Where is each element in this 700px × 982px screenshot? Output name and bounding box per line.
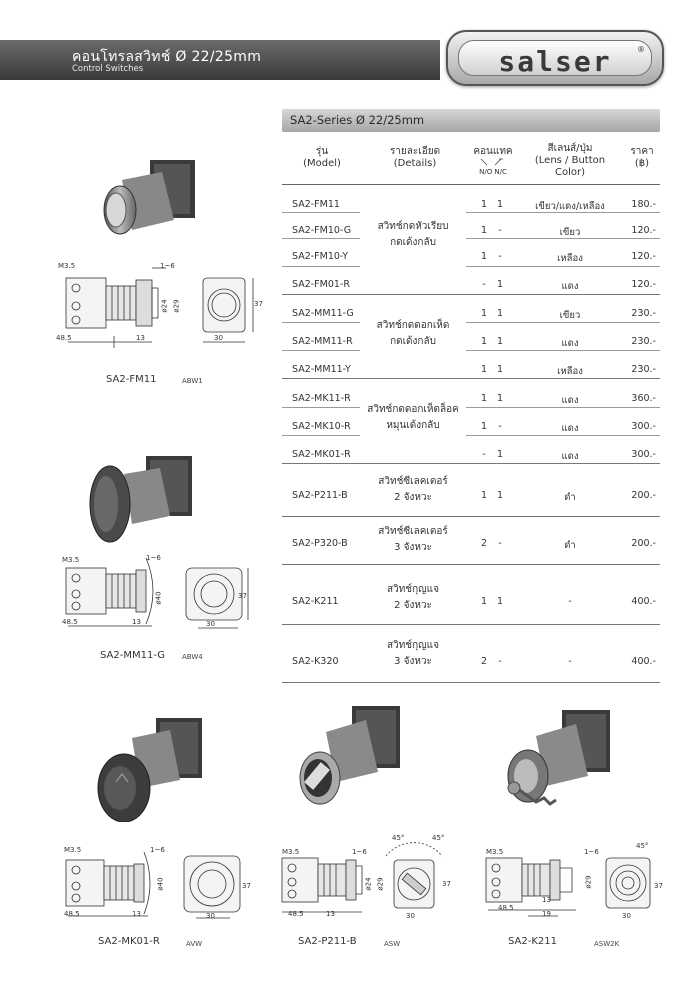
row-color: แดง <box>561 451 579 462</box>
fm11-dim-travel: 1~6 <box>160 262 175 270</box>
row-model: SA2-P211-B <box>292 490 348 501</box>
row-contact-nc: 1 <box>496 490 504 501</box>
brand-logo-text: salser <box>498 45 612 78</box>
k211-dim-angle1: 45° <box>636 842 649 850</box>
mk01-dim-mid: 13 <box>132 910 141 918</box>
row-model: SA2-K320 <box>292 656 339 667</box>
k211-dim-travel: 1~6 <box>584 848 599 856</box>
th-color-en2: Color) <box>554 167 585 178</box>
detail-group-6 <box>358 582 468 614</box>
detail-group-2 <box>358 318 468 350</box>
p211-dim-screw: M3.5 <box>282 848 300 856</box>
row-price: 400.- <box>631 596 656 607</box>
detail-group-4 <box>358 474 468 506</box>
th-color-en1: (Lens / Button <box>534 155 606 166</box>
fm11-code: ABW1 <box>182 377 203 385</box>
row-separator <box>282 212 360 213</box>
p211-dim-angle2: 45° <box>432 834 445 842</box>
row-contact-nc: - <box>498 251 502 262</box>
k211-dim-len: 48.5 <box>498 904 514 912</box>
p211-dim-dia1: ø24 <box>364 877 373 891</box>
brand-logo-inner <box>458 40 652 76</box>
row-model: SA2-FM10-G <box>292 225 352 236</box>
row-separator <box>282 463 660 464</box>
mm11-dim-h: 37 <box>238 592 247 600</box>
row-contact-nc: 1 <box>496 336 504 347</box>
row-separator <box>466 350 660 351</box>
p211-dim-h: 37 <box>442 880 451 888</box>
row-model: SA2-MM11-R <box>292 336 353 347</box>
detail-line: 2 จังหวะ <box>394 492 432 503</box>
row-color: เขียว <box>559 227 581 238</box>
row-price: 400.- <box>631 656 656 667</box>
row-model: SA2-MK11-R <box>292 393 351 404</box>
row-separator <box>282 516 660 517</box>
contact-symbol-icon <box>478 158 508 166</box>
row-separator <box>282 322 360 323</box>
row-model: SA2-MK10-R <box>292 421 351 432</box>
row-model: SA2-P320-B <box>292 538 348 549</box>
detail-line: กดเด้งกลับ <box>390 237 436 248</box>
row-contact-no: 1 <box>480 490 488 501</box>
row-contact-no: 1 <box>480 251 488 262</box>
mk01-photo <box>92 712 222 822</box>
fm11-dim-w: 30 <box>214 334 223 342</box>
mm11-drawing <box>48 554 288 634</box>
mk01-caption: SA2-MK01-R <box>98 936 160 947</box>
mk01-dim-h: 37 <box>242 882 251 890</box>
row-color: เขียว/แดง/เหลือง <box>535 201 605 212</box>
p211-dim-w: 30 <box>406 912 415 920</box>
th-details-th: รายละเอียด <box>389 146 441 157</box>
mm11-dim-screw: M3.5 <box>62 556 80 564</box>
row-contact-nc: 1 <box>496 279 504 290</box>
detail-line: หมุนเด้งกลับ <box>386 420 440 431</box>
row-price: 230.- <box>631 308 656 319</box>
row-separator <box>282 624 660 625</box>
mk01-code: AVW <box>186 940 203 948</box>
row-price: 230.- <box>631 336 656 347</box>
row-separator <box>282 407 360 408</box>
row-separator <box>282 682 660 683</box>
mk01-dim-travel: 1~6 <box>150 846 165 854</box>
th-price-en: (฿) <box>634 158 650 169</box>
row-color: แดง <box>561 423 579 434</box>
detail-line: 2 จังหวะ <box>394 600 432 611</box>
row-contact-no: 2 <box>480 538 488 549</box>
th-details-en: (Details) <box>393 158 437 169</box>
row-separator <box>466 238 660 239</box>
detail-line: สวิทช์ซีเลคเตอร์ <box>378 526 448 537</box>
row-price: 120.- <box>631 225 656 236</box>
p211-code: ASW <box>384 940 401 948</box>
brand-logo <box>446 30 664 86</box>
row-contact-no: 1 <box>480 364 488 375</box>
row-price: 300.- <box>631 421 656 432</box>
detail-line: สวิทช์กดดอกเห็ด <box>376 320 450 331</box>
row-price: 180.- <box>631 199 656 210</box>
row-separator <box>282 378 660 379</box>
mm11-dim-len: 48.5 <box>62 618 78 626</box>
row-price: 120.- <box>631 251 656 262</box>
row-separator <box>466 322 660 323</box>
row-contact-nc: - <box>498 225 502 236</box>
row-color: เขียว <box>559 310 581 321</box>
row-separator <box>282 435 360 436</box>
row-separator <box>466 407 660 408</box>
fm11-caption: SA2-FM11 <box>106 374 157 385</box>
detail-line: สวิทช์ซีเลคเตอร์ <box>378 476 448 487</box>
row-contact-nc: 1 <box>496 364 504 375</box>
detail-line: สวิทช์กดดอกเห็ดล็อค <box>367 404 459 415</box>
row-separator <box>466 212 660 213</box>
mk01-dim-len: 48.5 <box>64 910 80 918</box>
row-contact-no: 1 <box>480 596 488 607</box>
fm11-dim-len: 48.5 <box>56 334 72 342</box>
p211-dim-travel: 1~6 <box>352 848 367 856</box>
fm11-dim-dia2: ø29 <box>172 299 181 313</box>
row-contact-nc: 1 <box>496 308 504 319</box>
row-separator <box>282 266 360 267</box>
header-divider <box>282 184 660 185</box>
mk01-dim-screw: M3.5 <box>64 846 82 854</box>
th-color <box>525 143 615 179</box>
row-color: - <box>568 656 572 667</box>
p211-dim-dia2: ø29 <box>376 877 385 891</box>
row-separator <box>466 266 660 267</box>
row-contact-no: 1 <box>480 393 488 404</box>
row-contact-no: - <box>482 449 486 460</box>
fm11-dim-h: 37 <box>254 300 263 308</box>
th-contact-sub: N/O N/C <box>479 168 507 176</box>
row-contact-nc: - <box>498 421 502 432</box>
row-color: เหลือง <box>557 253 583 264</box>
row-model: SA2-FM11 <box>292 199 340 210</box>
detail-group-3 <box>358 402 468 434</box>
k211-dim-dia1: ø29 <box>584 875 593 889</box>
row-price: 230.- <box>631 364 656 375</box>
row-separator <box>282 294 660 295</box>
row-contact-no: 1 <box>480 336 488 347</box>
detail-line: 3 จังหวะ <box>394 542 432 553</box>
row-separator <box>282 564 660 565</box>
row-contact-no: 2 <box>480 656 488 667</box>
row-contact-nc: 1 <box>496 596 504 607</box>
row-color: แดง <box>561 281 579 292</box>
fm11-dim-screw: M3.5 <box>58 262 76 270</box>
row-model: SA2-MM11-Y <box>292 364 351 375</box>
k211-dim-mid: 13 <box>542 896 551 904</box>
row-model: SA2-K211 <box>292 596 339 607</box>
registered-mark: ® <box>637 45 645 54</box>
row-price: 200.- <box>631 490 656 501</box>
k211-dim-h: 37 <box>654 882 663 890</box>
row-price: 360.- <box>631 393 656 404</box>
k211-dim-w: 30 <box>622 912 631 920</box>
th-price-th: ราคา <box>630 146 654 157</box>
p211-dim-mid: 13 <box>326 910 335 918</box>
mm11-dim-dia1: ø40 <box>154 591 163 605</box>
series-title: SA2-Series Ø 22/25mm <box>290 113 425 127</box>
row-color: แดง <box>561 395 579 406</box>
series-bar <box>282 109 660 132</box>
fm11-photo <box>92 150 212 250</box>
row-model: SA2-MK01-R <box>292 449 351 460</box>
row-separator <box>282 350 360 351</box>
row-model: SA2-MM11-G <box>292 308 354 319</box>
row-price: 300.- <box>631 449 656 460</box>
detail-line: 3 จังหวะ <box>394 656 432 667</box>
mm11-dim-mid: 13 <box>132 618 141 626</box>
row-color: ดำ <box>564 540 576 551</box>
mm11-photo <box>86 450 216 550</box>
p211-dim-angle1: 45° <box>392 834 405 842</box>
th-price <box>622 146 662 170</box>
p211-photo <box>286 702 416 822</box>
th-model <box>292 146 352 170</box>
row-contact-no: 1 <box>480 421 488 432</box>
row-model: SA2-FM01-R <box>292 279 350 290</box>
row-price: 120.- <box>631 279 656 290</box>
th-color-th: สีเลนส์/ปุ่ม <box>547 143 593 154</box>
k211-dim-screw: M3.5 <box>486 848 504 856</box>
detail-group-7 <box>358 638 468 670</box>
p211-dim-len: 48.5 <box>288 910 304 918</box>
k211-dim-small: 19 <box>542 910 551 918</box>
detail-group-1 <box>358 219 468 251</box>
th-model-th: รุ่น <box>315 146 329 157</box>
detail-group-5 <box>358 524 468 556</box>
detail-line: สวิทช์กดหัวเรียบ <box>377 221 449 232</box>
page-subtitle: Control Switches <box>72 64 144 74</box>
k211-photo <box>494 706 624 826</box>
row-separator <box>466 435 660 436</box>
row-contact-nc: 1 <box>496 449 504 460</box>
detail-line: สวิทช์กุญแจ <box>387 640 439 651</box>
page-title: คอนโทรลสวิทช์ Ø 22/25mm <box>72 49 262 65</box>
mm11-code: ABW4 <box>182 653 203 661</box>
row-color: แดง <box>561 338 579 349</box>
mm11-dim-w: 30 <box>206 620 215 628</box>
fm11-dim-mid: 13 <box>136 334 145 342</box>
row-contact-no: - <box>482 279 486 290</box>
th-contact <box>465 146 521 178</box>
mk01-dim-dia1: ø40 <box>156 877 165 891</box>
row-model: SA2-FM10-Y <box>292 251 349 262</box>
row-color: - <box>568 596 572 607</box>
row-color: ดำ <box>564 492 576 503</box>
row-contact-nc: - <box>498 538 502 549</box>
row-contact-no: 1 <box>480 199 488 210</box>
mm11-dim-travel: 1~6 <box>146 554 161 562</box>
mm11-caption: SA2-MM11-G <box>100 650 166 661</box>
row-separator <box>282 238 360 239</box>
detail-line: สวิทช์กุญแจ <box>387 584 439 595</box>
row-color: เหลือง <box>557 366 583 377</box>
detail-line: กดเด้งกลับ <box>390 336 436 347</box>
row-contact-nc: 1 <box>496 393 504 404</box>
k211-drawing <box>478 844 678 924</box>
th-model-en: (Model) <box>303 158 341 169</box>
row-contact-no: 1 <box>480 308 488 319</box>
th-contact-th: คอนแทค <box>473 146 513 157</box>
k211-code: ASW2K <box>594 940 620 948</box>
fm11-dim-dia1: ø24 <box>160 299 169 313</box>
row-contact-nc: 1 <box>496 199 504 210</box>
mk01-dim-w: 30 <box>206 912 215 920</box>
p211-caption: SA2-P211-B <box>298 936 357 947</box>
row-price: 200.- <box>631 538 656 549</box>
k211-caption: SA2-K211 <box>508 936 557 947</box>
row-contact-no: 1 <box>480 225 488 236</box>
th-details <box>370 146 460 170</box>
row-contact-nc: - <box>498 656 502 667</box>
